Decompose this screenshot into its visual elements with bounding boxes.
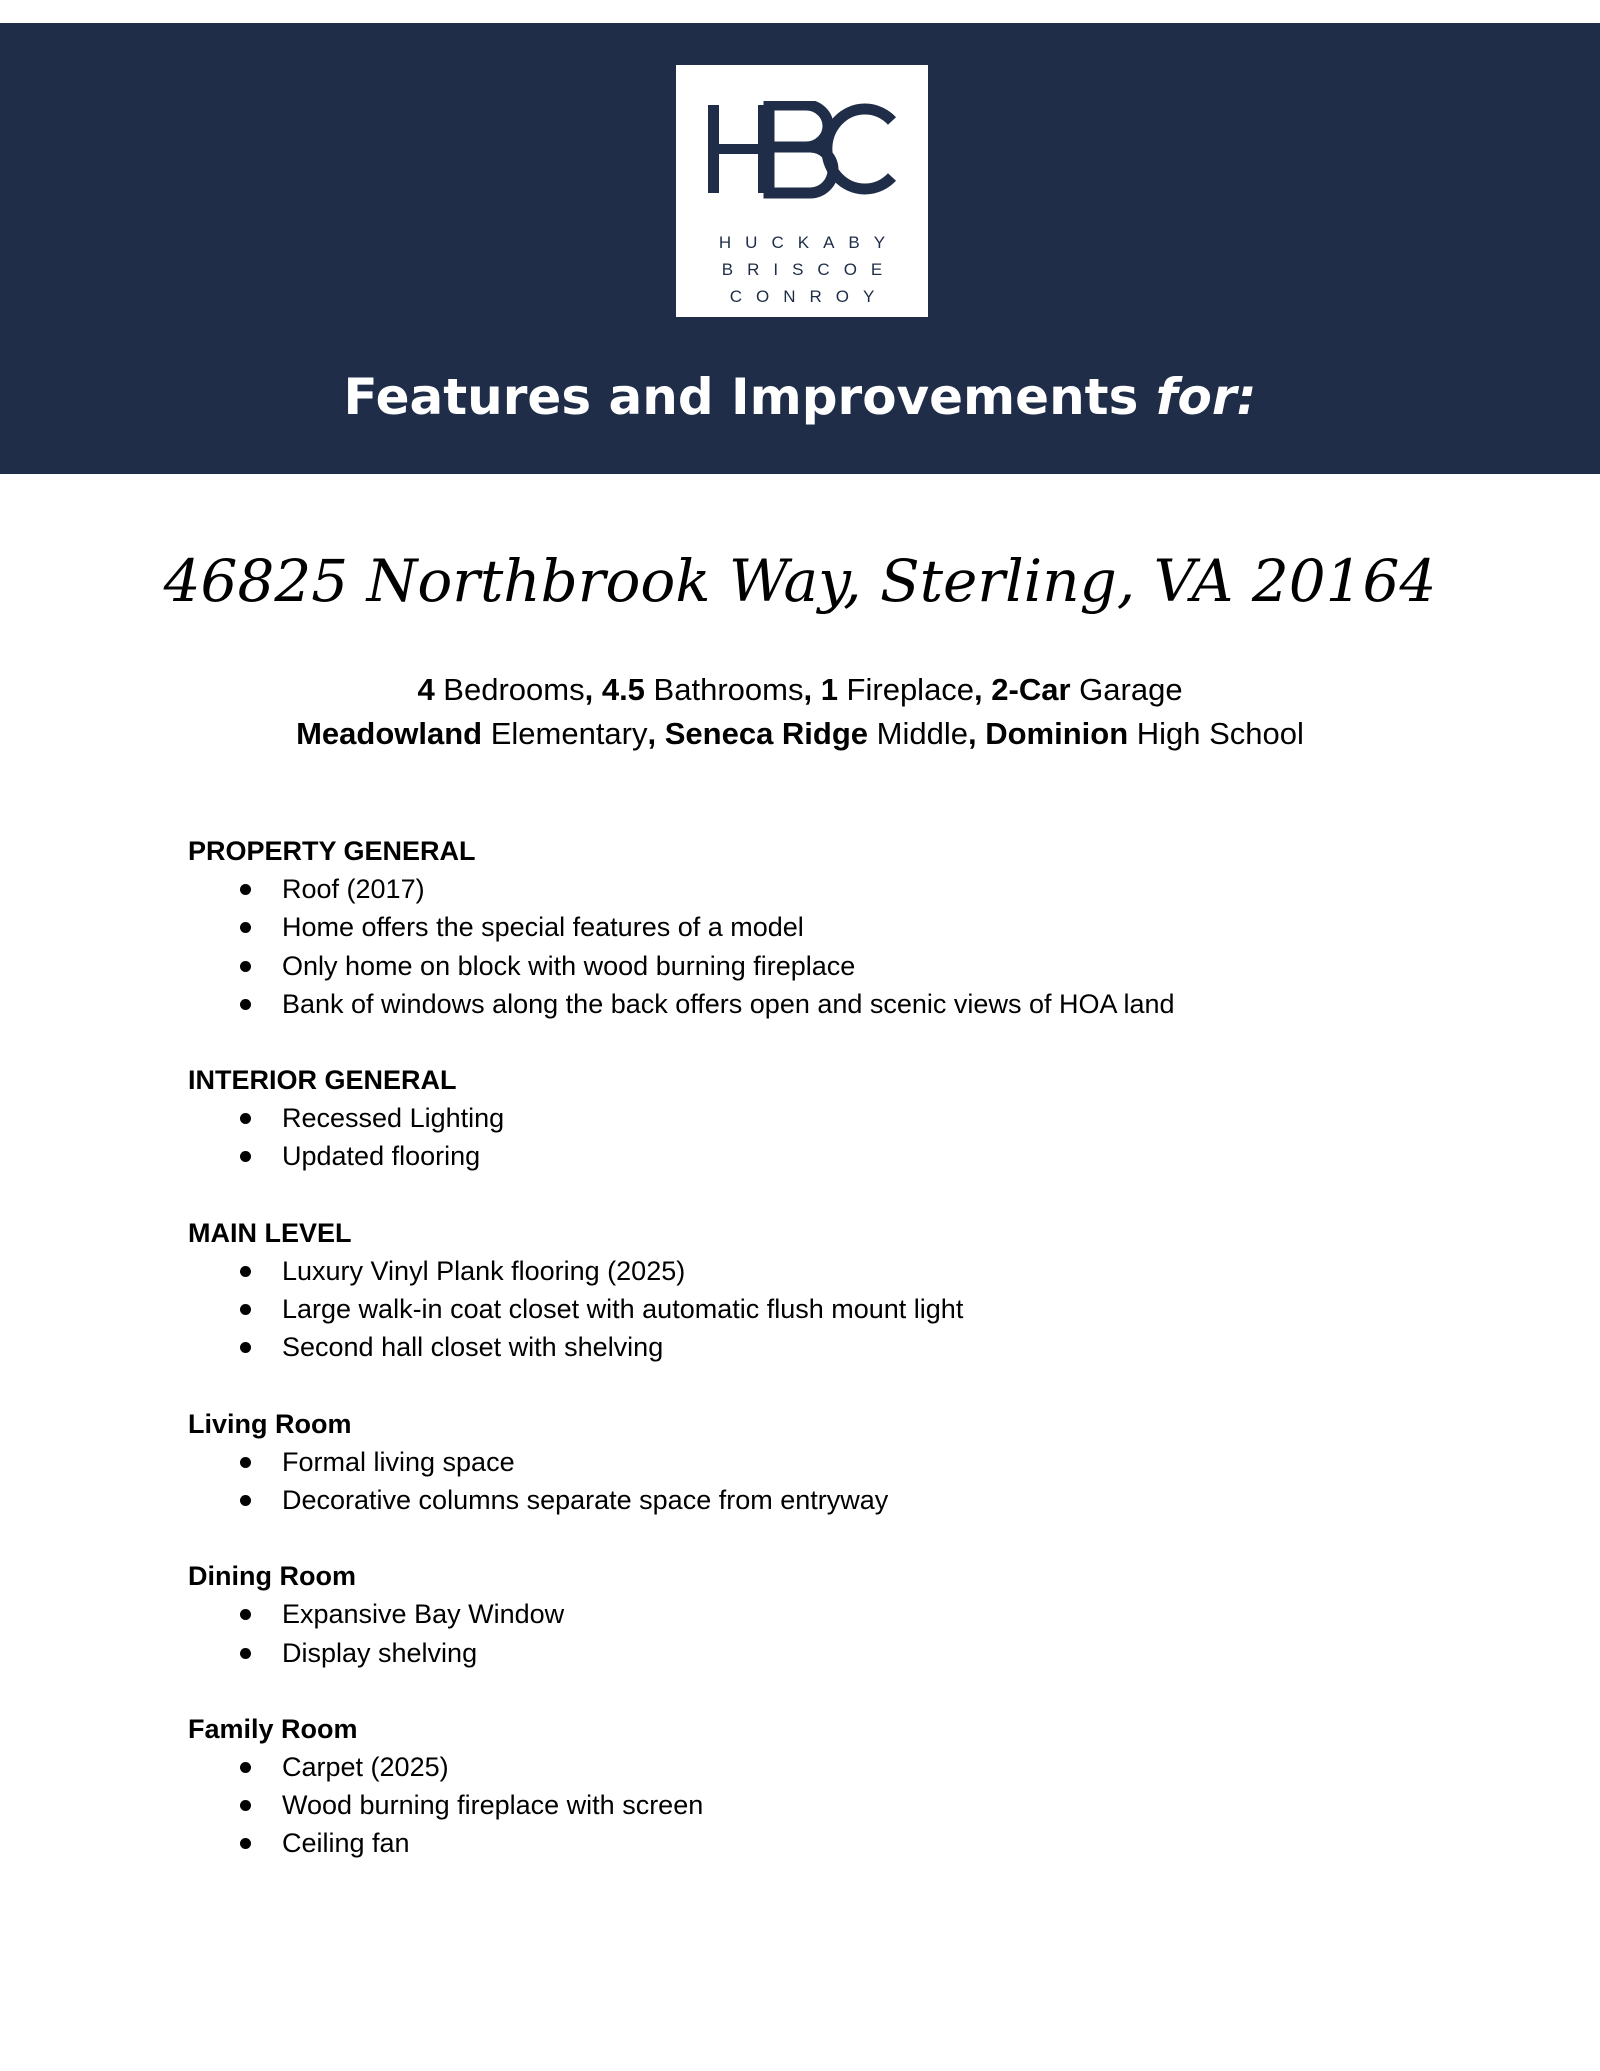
- logo-line-conroy: CONROY: [729, 287, 889, 306]
- header-banner: [0, 23, 1600, 474]
- bullet-icon: [240, 1151, 251, 1162]
- summary-separator: ,: [647, 716, 665, 751]
- list-item-text: Ceiling fan: [282, 1828, 410, 1859]
- list-item-text: Wood burning fireplace with screen: [282, 1790, 704, 1821]
- list-item-text: Formal living space: [282, 1446, 515, 1477]
- section-main-level: [188, 1214, 1438, 1367]
- bullet-icon: [240, 1762, 251, 1773]
- hbc-logo: [676, 65, 928, 317]
- bullet-icon: [240, 1113, 251, 1124]
- section-title: PROPERTY GENERAL: [188, 836, 476, 866]
- middle-school-name: Seneca Ridge: [664, 716, 869, 751]
- list-item: [188, 870, 1438, 908]
- list-item: [188, 1443, 1438, 1481]
- high-school-label: High School: [1128, 716, 1304, 751]
- bedrooms-value: 4: [417, 672, 435, 707]
- section-title: INTERIOR GENERAL: [188, 1065, 457, 1096]
- list-item-text: Updated flooring: [282, 1141, 481, 1172]
- list-item: [188, 1290, 1438, 1328]
- bathrooms-value: 4.5: [601, 672, 645, 707]
- feature-list: [188, 1748, 1438, 1863]
- schools-line: [0, 712, 1600, 756]
- property-address: 46825 Northbrook Way, Sterling, VA 20164: [163, 547, 1437, 615]
- section-property-general: [188, 832, 1438, 1023]
- list-item: [188, 1595, 1438, 1633]
- section-title: Living Room: [188, 1408, 352, 1439]
- bullet-icon: [240, 1495, 251, 1506]
- bullet-icon: [240, 1304, 251, 1315]
- feature-list: [188, 1252, 1438, 1367]
- summary-separator: ,: [584, 672, 602, 707]
- fireplace-value: 1: [820, 672, 838, 707]
- list-item: [188, 985, 1438, 1023]
- list-item-text: Luxury Vinyl Plank flooring (2025): [282, 1255, 686, 1286]
- section-title: MAIN LEVEL: [188, 1217, 352, 1248]
- list-item-text: Carpet (2025): [282, 1751, 449, 1782]
- bullet-icon: [240, 1342, 251, 1353]
- bathrooms-label: Bathrooms: [644, 672, 804, 707]
- page-title-main: Features and Improvements: [343, 368, 1156, 426]
- bullet-icon: [240, 1800, 251, 1811]
- bullet-icon: [240, 1266, 251, 1277]
- list-item-text: Bank of windows along the back offers open and scenic views of HOA land: [282, 988, 1175, 1019]
- summary-separator: ,: [974, 672, 992, 707]
- list-item-text: Second hall closet with shelving: [282, 1332, 664, 1363]
- list-item-text: Roof (2017): [282, 874, 425, 904]
- property-summary-line: [0, 668, 1600, 712]
- bullet-icon: [240, 961, 251, 972]
- garage-label: Garage: [1070, 672, 1183, 707]
- bullet-icon: [240, 884, 251, 895]
- hbc-monogram-icon: [706, 101, 898, 199]
- list-item: [188, 947, 1438, 985]
- bullet-icon: [240, 1648, 251, 1659]
- bullet-icon: [240, 1838, 251, 1849]
- high-school-name: Dominion: [985, 716, 1129, 751]
- list-item-text: Large walk-in coat closet with automatic flush mount light: [282, 1294, 964, 1325]
- list-item: [188, 1481, 1438, 1519]
- section-interior-general: [188, 1061, 1438, 1176]
- list-item-text: Display shelving: [282, 1637, 478, 1668]
- list-item: [188, 1328, 1438, 1366]
- bullet-icon: [240, 922, 251, 933]
- section-living-room: [188, 1405, 1438, 1520]
- section-family-room: [188, 1710, 1438, 1863]
- feature-list: [188, 870, 1438, 1023]
- features-list: [188, 832, 1438, 1901]
- logo-line-briscoe: BRISCOE: [721, 260, 897, 279]
- middle-school-label: Middle: [868, 716, 968, 751]
- list-item: [188, 1252, 1438, 1290]
- list-item: [188, 1137, 1438, 1175]
- list-item: [188, 1634, 1438, 1672]
- section-title: Dining Room: [188, 1561, 356, 1592]
- bullet-icon: [240, 1609, 251, 1620]
- bedrooms-label: Bedrooms: [434, 672, 585, 707]
- list-item: [188, 908, 1438, 946]
- section-title: Family Room: [188, 1713, 358, 1744]
- list-item: [188, 1748, 1438, 1786]
- bullet-icon: [240, 999, 251, 1010]
- feature-list: [188, 1099, 1438, 1176]
- summary-separator: ,: [803, 672, 821, 707]
- list-item-text: Expansive Bay Window: [282, 1599, 565, 1630]
- logo-line-huckaby: HUCKABY: [718, 233, 900, 252]
- list-item: [188, 1824, 1438, 1862]
- page-title-for: for:: [1155, 368, 1257, 426]
- page-title: [0, 361, 1600, 433]
- list-item-text: Decorative columns separate space from entryway: [282, 1484, 889, 1515]
- garage-value: 2-Car: [991, 672, 1071, 707]
- list-item-text: Home offers the special features of a model: [282, 912, 804, 943]
- summary-separator: ,: [967, 716, 986, 751]
- bullet-icon: [240, 1457, 251, 1468]
- elementary-school-label: Elementary: [482, 716, 648, 751]
- elementary-school-name: Meadowland: [296, 716, 483, 751]
- list-item: [188, 1099, 1438, 1137]
- list-item-text: Only home on block with wood burning fireplace: [282, 950, 856, 981]
- feature-list: [188, 1443, 1438, 1520]
- section-dining-room: [188, 1557, 1438, 1672]
- list-item: [188, 1786, 1438, 1824]
- feature-list: [188, 1595, 1438, 1672]
- list-item-text: Recessed Lighting: [282, 1103, 505, 1134]
- fireplace-label: Fireplace: [837, 672, 975, 707]
